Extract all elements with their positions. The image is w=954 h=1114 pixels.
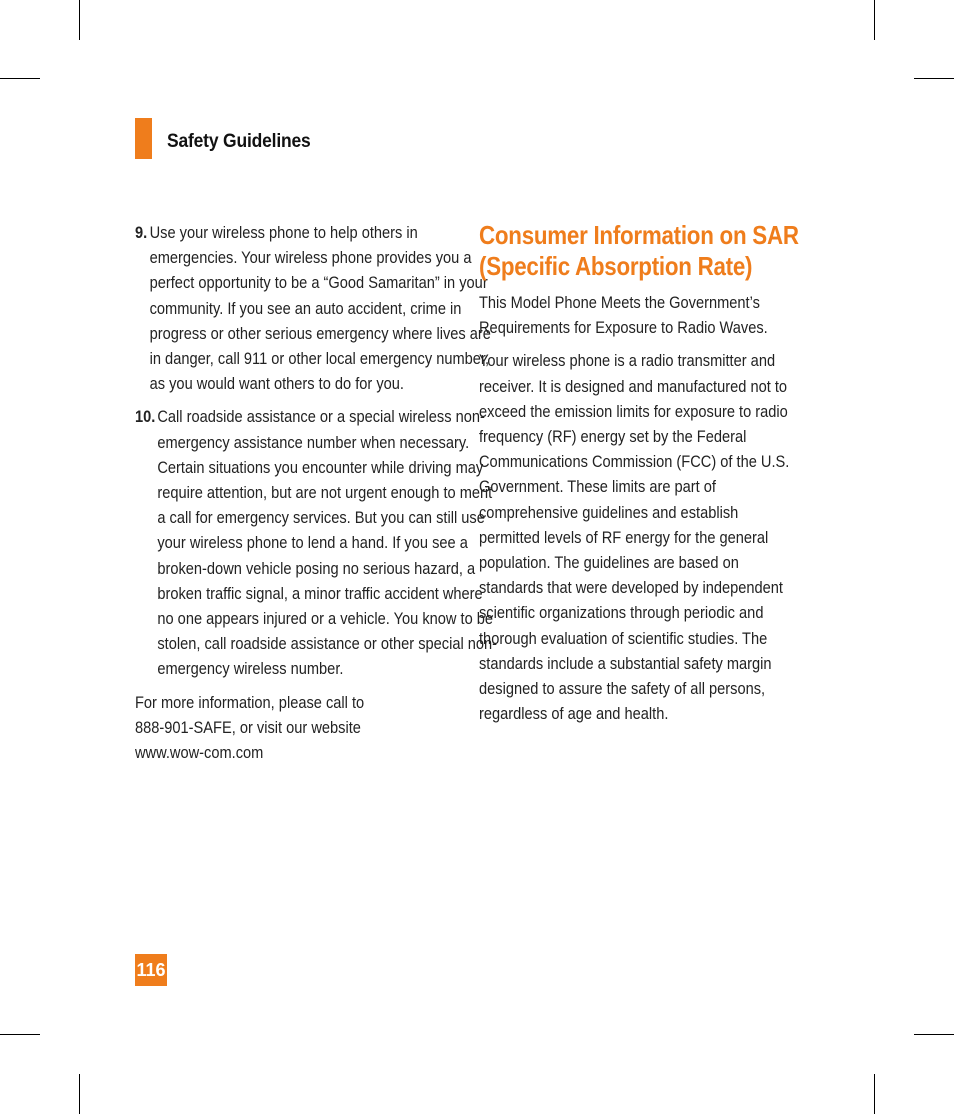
crop-mark-bottom-right-vertical <box>874 1074 875 1114</box>
sar-paragraph-1: This Model Phone Meets the Government’s Requirements for Exposure to Radio Waves. <box>479 293 768 338</box>
list-number: 9. <box>135 223 148 242</box>
more-info-line: For more information, please call to <box>135 692 365 712</box>
crop-mark-bottom-left-vertical <box>79 1074 80 1114</box>
sar-heading-line: Consumer Information on SAR <box>479 220 799 250</box>
more-info-website: www.wow-com.com <box>135 743 264 763</box>
sar-paragraph-2: Your wireless phone is a radio transmitter and receiver. It is designed and manufactured not to exceed the emission limits for exposure to radio frequency (RF) energy set by the Federal Communications Commission (FCC) of the U.S. Government. These limits are part of comprehensive guidelines and establish permitted levels of RF energy for the general population. The guidelines are based on standards that were developed by independent scientific organizations through periodic and thorough evaluation of scientific studies. The standards include a substantial safety margin designed to assure the safety of all persons, regardless of age and health. <box>479 351 790 724</box>
more-info-phone: 888-901-SAFE, or visit our website <box>135 717 361 737</box>
crop-mark-top-left-vertical <box>79 0 80 40</box>
crop-mark-top-right-vertical <box>874 0 875 40</box>
sar-heading <box>479 220 806 282</box>
crop-mark-top-right-horizontal <box>914 78 954 79</box>
sar-heading-line: (Specific Absorption Rate) <box>479 251 753 281</box>
list-item-text: Call roadside assistance or a special wireless non-emergency assistance number when necessary. Certain situations you encounter while driving may require attention, but are not urgent enough to merit a call for emergency services. But you can still use your wireless phone to lend a hand. If you see a broken-down vehicle posing no serious hazard, a broken traffic signal, a minor traffic accident where no one appears injured or a vehicle. You know to be stolen, call roadside assistance or other special non-emergency wireless number. <box>157 407 498 679</box>
page-number: 116 <box>135 954 167 986</box>
crop-mark-top-left-horizontal <box>0 78 40 79</box>
list-number: 10. <box>135 407 156 427</box>
left-column <box>135 220 500 773</box>
section-title: Safety Guidelines <box>167 131 311 152</box>
list-item-10 <box>135 404 501 681</box>
right-column <box>479 220 849 734</box>
list-item-text: Use your wireless phone to help others in emergencies. Your wireless phone provides you a perfect opportunity to be a “Good Samaritan” in your community. If you see an auto accident, crime in progress or other serious emergency where lives are in danger, call 911 or other local emergency number, as you would want others to do for you. <box>149 223 491 394</box>
header-accent-bar <box>135 118 152 159</box>
crop-mark-bottom-right-horizontal <box>914 1034 954 1035</box>
crop-mark-bottom-left-horizontal <box>0 1034 40 1035</box>
more-info <box>135 690 501 766</box>
list-item-9 <box>135 220 501 396</box>
